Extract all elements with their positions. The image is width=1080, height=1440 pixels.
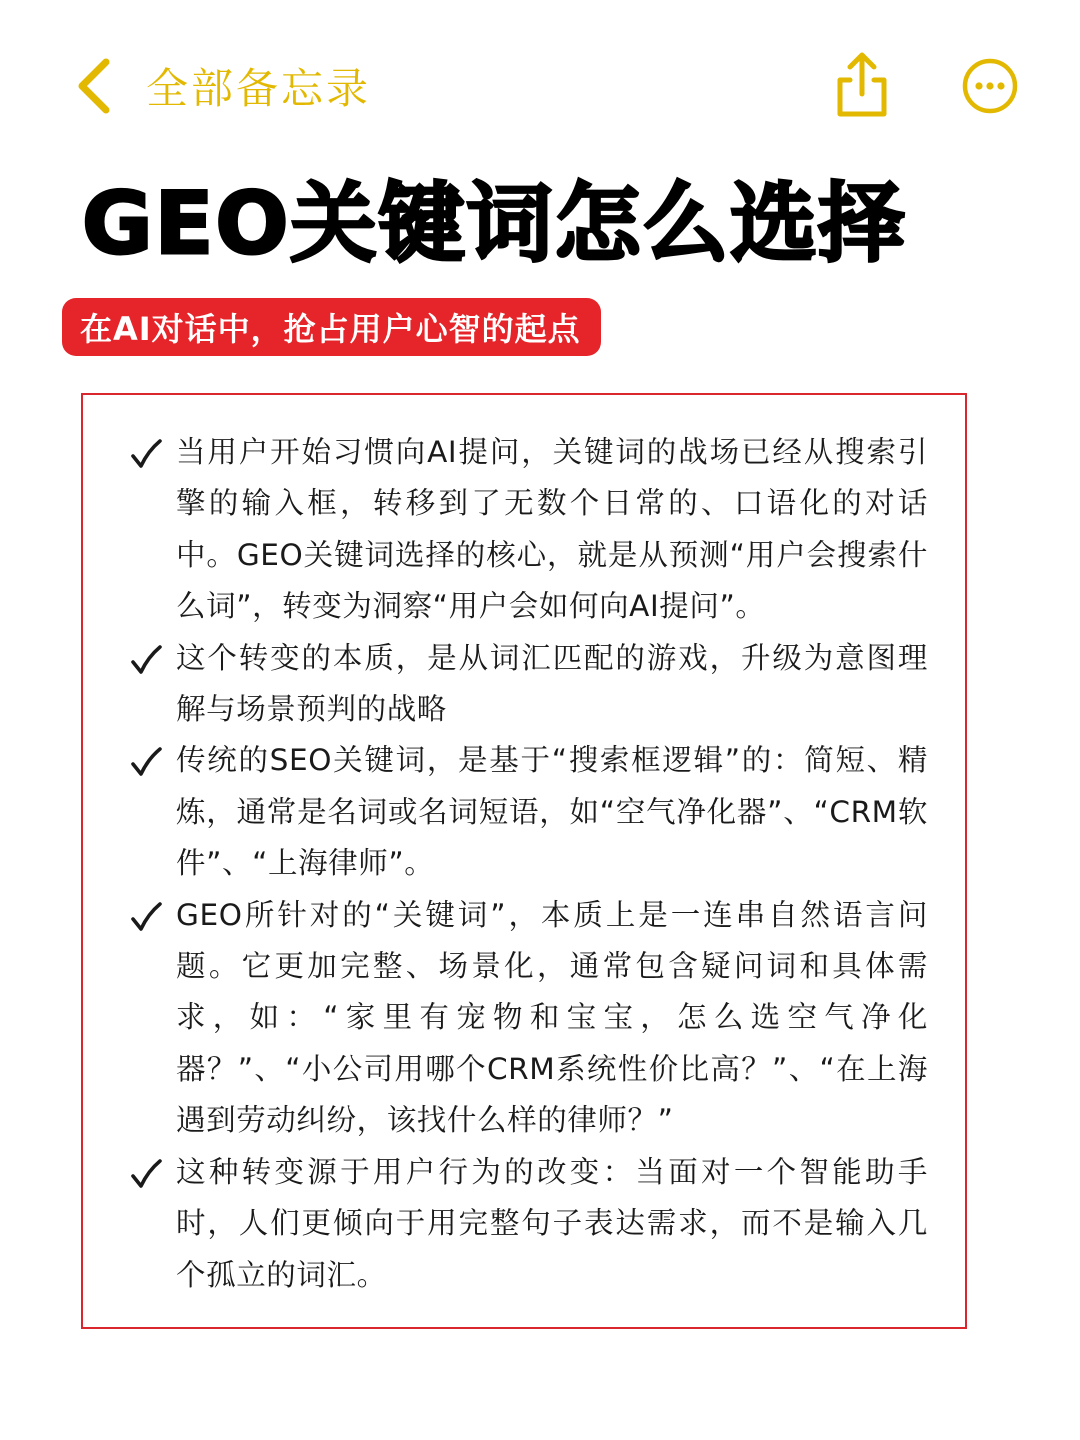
more-icon [960,56,1020,116]
point-text: 这个转变的本质，是从词汇匹配的游戏，升级为意图理解与场景预判的战略 [176,640,928,727]
subtitle-text: 在AI对话中，抢占用户心智的起点 [80,310,581,348]
list-item [130,890,940,1147]
point-text: 传统的SEO关键词，是基于“搜索框逻辑”的：简短、精炼，通常是名词或名词短语，如“空气净化器”、“CRM软件”、“上海律师”。 [176,743,928,881]
point-text: GEO所针对的“关键词”，本质上是一连串自然语言问题。它更加完整、场景化，通常包含疑问词和具体需求，如：“家里有宠物和宝宝，怎么选空气净化器？”、“小公司用哪个CRM系统性价比高？”、“在上海遇到劳动纠纷，该找什么样的律师？” [176,897,928,1138]
point-text: 这种转变源于用户行为的改变：当面对一个智能助手时，人们更倾向于用完整句子表达需求，而不是输入几个孤立的词汇。 [176,1154,928,1292]
check-icon [130,902,162,932]
back-label: 全部备忘录 [146,64,372,113]
check-icon [130,439,162,469]
share-button[interactable] [832,50,892,118]
list-item [130,427,940,633]
navigation-bar [0,0,1080,170]
list-item [130,633,940,736]
point-text: 当用户开始习惯向AI提问，关键词的战场已经从搜索引擎的输入框，转移到了无数个日常的、口语化的对话中。GEO关键词选择的核心，就是从预测“用户会搜索什么词”，转变为洞察“用户会如何向AI提问”。 [176,435,928,624]
chevron-left-icon [72,56,116,116]
subtitle-badge [62,298,601,356]
list-item [130,1147,940,1301]
list-item [130,735,940,889]
point-list [130,427,940,1301]
more-button[interactable] [960,56,1020,116]
back-button[interactable] [72,50,371,122]
note-title: GEO关键词怎么选择 [82,174,907,274]
share-icon [832,50,892,118]
check-icon [130,747,162,777]
check-icon [130,1159,162,1189]
check-icon [130,645,162,675]
